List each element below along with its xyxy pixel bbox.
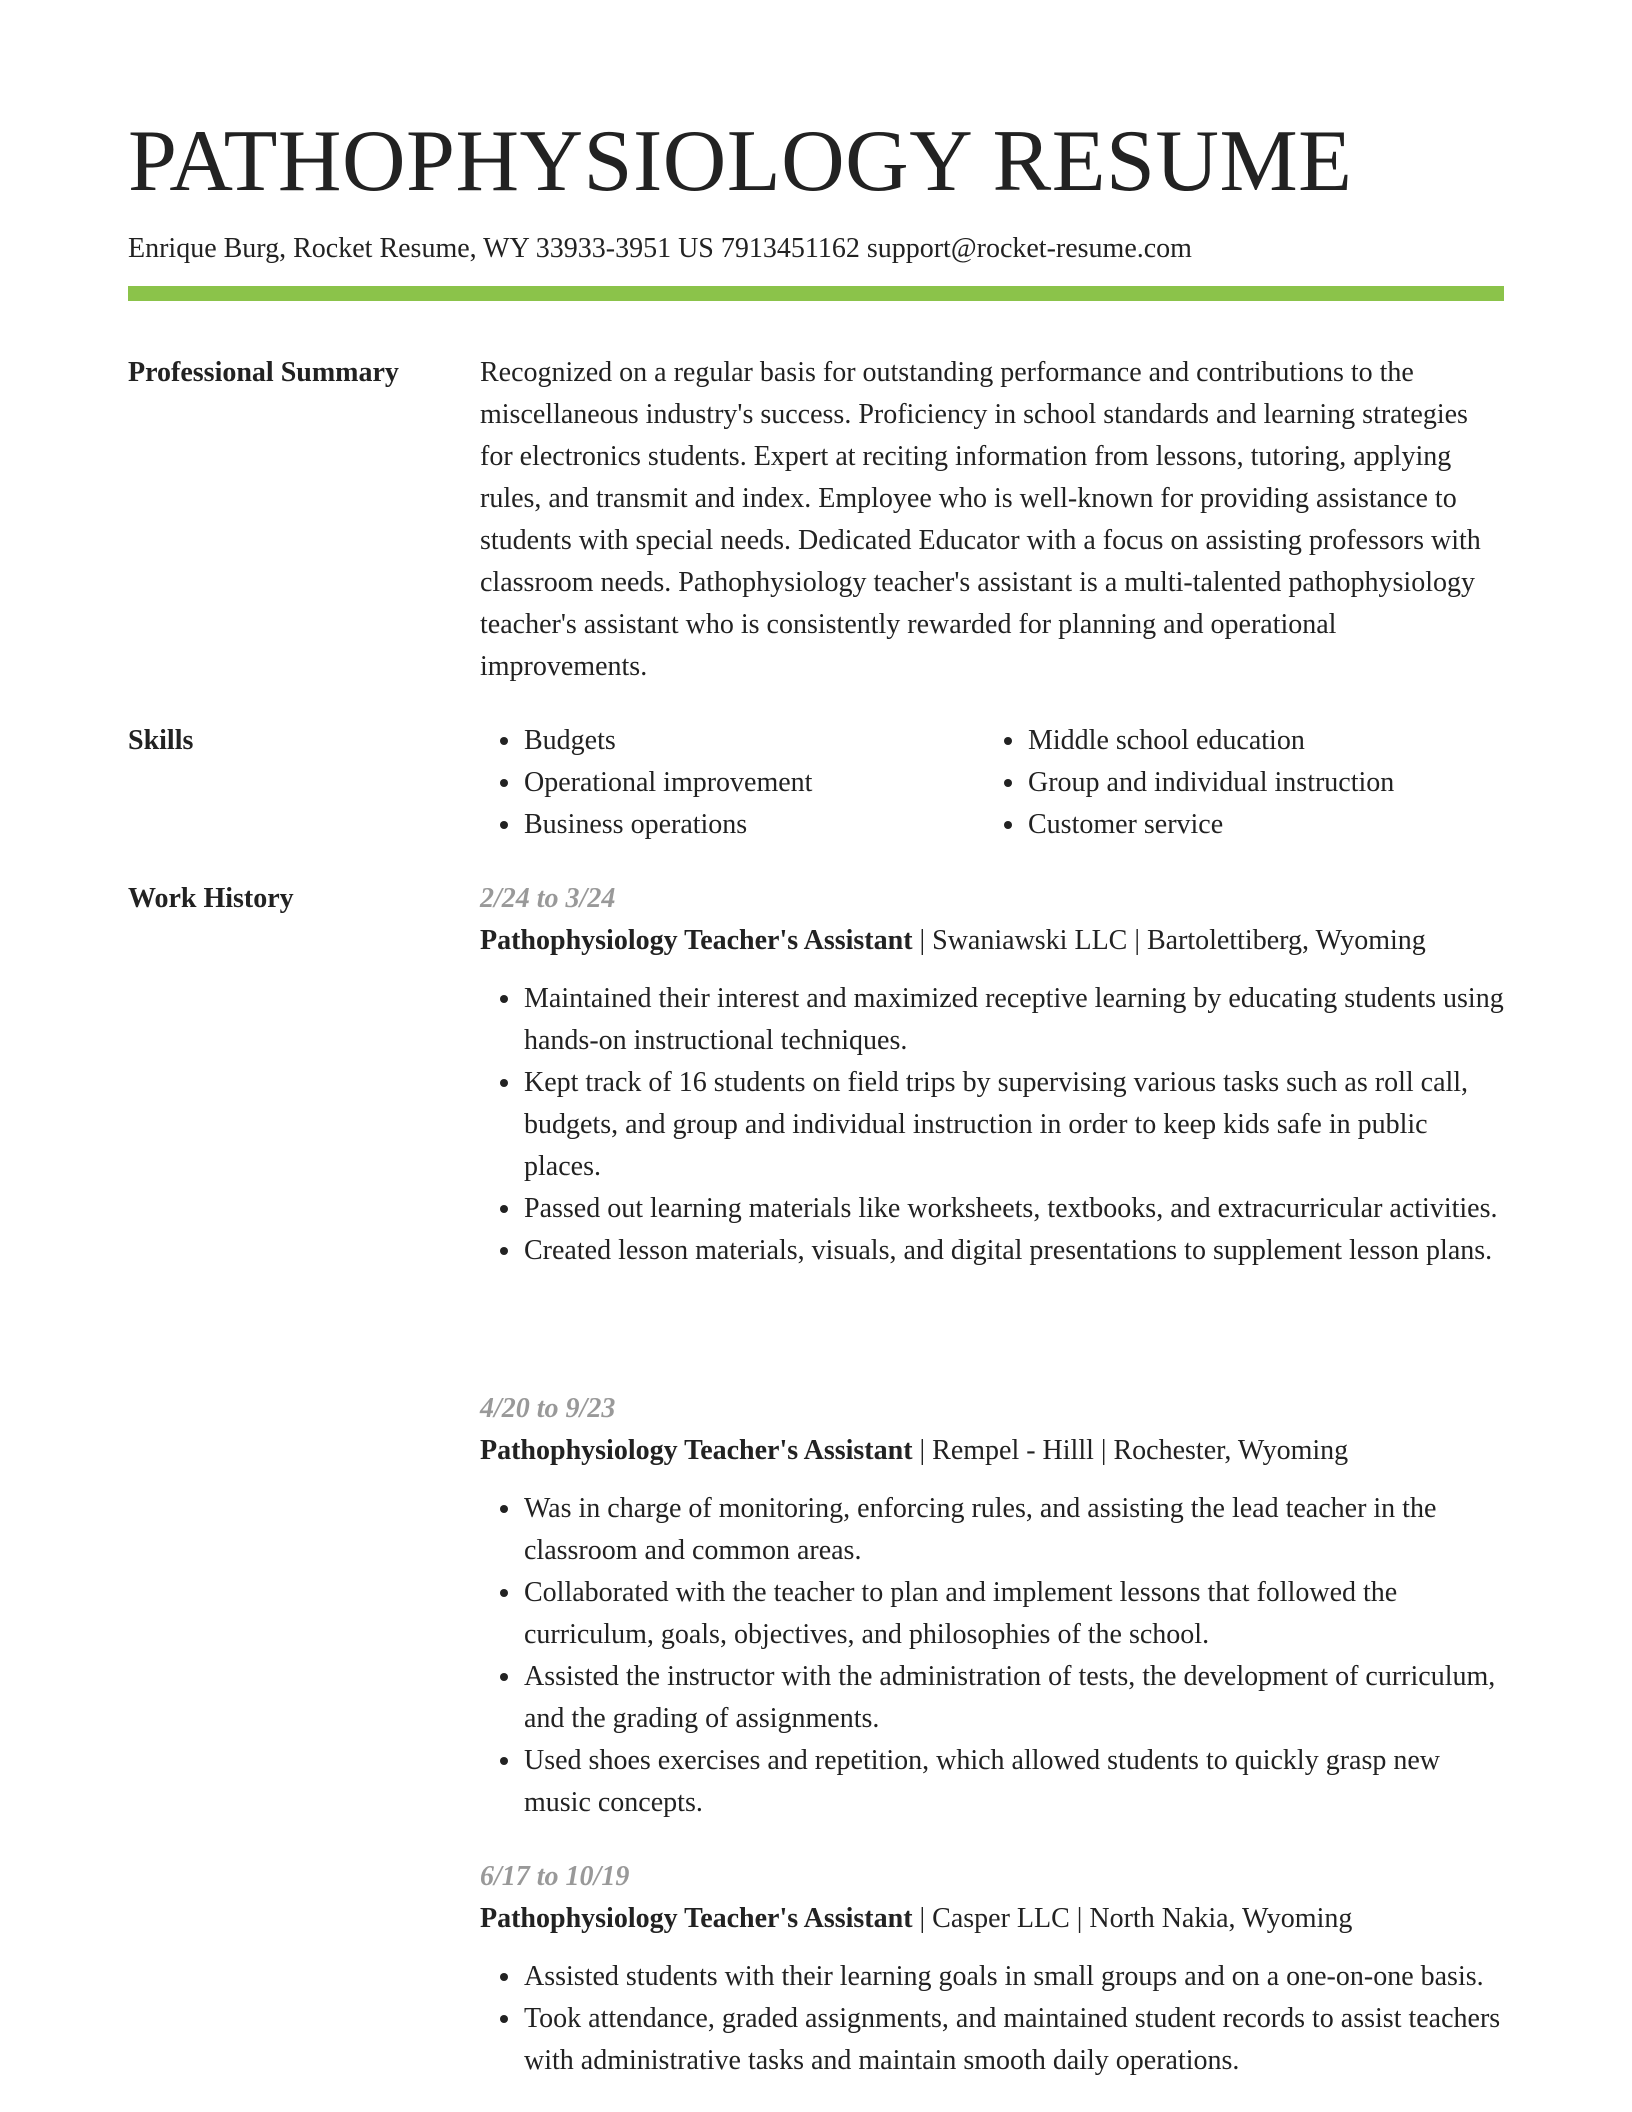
summary-label: Professional Summary (128, 357, 399, 388)
skill-item: Middle school education (1028, 720, 1488, 762)
contact-line: Enrique Burg, Rocket Resume, WY 33933-3951 US 7913451162 support@rocket-resume.com (128, 233, 1192, 264)
job-bullets (480, 978, 1506, 1272)
job-dates: 2/24 to 3/24 (480, 883, 616, 914)
job-title: Pathophysiology Teacher's Assistant (480, 1435, 913, 1466)
job-title: Pathophysiology Teacher's Assistant (480, 1903, 913, 1934)
job-bullet: Maintained their interest and maximized receptive learning by educating students using hands-on instructional techniques. (524, 978, 1506, 1062)
skill-item: Customer service (1028, 804, 1488, 846)
job-bullets (480, 1488, 1506, 1824)
summary-body (480, 352, 1506, 688)
job-bullet: Was in charge of monitoring, enforcing rules, and assisting the lead teacher in the classroom and common areas. (524, 1488, 1506, 1572)
job-bullet: Used shoes exercises and repetition, which allowed students to quickly grasp new music concepts. (524, 1740, 1506, 1824)
skills-label: Skills (128, 725, 194, 756)
skills-column-right (984, 720, 1488, 846)
job-heading (480, 920, 1506, 962)
job-entry (480, 1856, 1506, 2082)
skills-column-left (480, 720, 984, 846)
job-dates: 4/20 to 9/23 (480, 1393, 616, 1424)
job-details: | Rempel - Hilll | Rochester, Wyoming (912, 1435, 1349, 1466)
job-heading (480, 1430, 1506, 1472)
job-bullets (480, 1956, 1506, 2082)
skills-body (480, 720, 1506, 846)
job-entry (480, 878, 1506, 1272)
work-history-label: Work History (128, 883, 294, 914)
resume-title: PATHOPHYSIOLOGY RESUME (128, 113, 1353, 210)
job-bullet: Passed out learning materials like worksheets, textbooks, and extracurricular activities. (524, 1188, 1506, 1230)
job-bullet: Created lesson materials, visuals, and digital presentations to supplement lesson plans. (524, 1230, 1506, 1272)
job-heading (480, 1898, 1506, 1940)
job-bullet: Took attendance, graded assignments, and maintained student records to assist teachers with administrative tasks and maintain smooth daily operations. (524, 1998, 1506, 2082)
job-bullet: Assisted the instructor with the administration of tests, the development of curriculum, and the grading of assignments. (524, 1656, 1506, 1740)
skill-item: Operational improvement (524, 762, 984, 804)
job-bullet: Collaborated with the teacher to plan and implement lessons that followed the curriculum, goals, objectives, and philosophies of the school. (524, 1572, 1506, 1656)
job-bullet: Assisted students with their learning goals in small groups and on a one-on-one basis. (524, 1956, 1506, 1998)
skill-item: Group and individual instruction (1028, 762, 1488, 804)
summary-text: Recognized on a regular basis for outstanding performance and contributions to the miscellaneous industry's success. Proficiency in school standards and learning strategies for electronics students. Expert at reciting information from lessons, tutoring, applying rules, and transmit and index. Employee who is well-known for providing assistance to students with special needs. Dedicated Educator with a focus on assisting professors with classroom needs. Pathophysiology teacher's assistant is a multi-talented pathophysiology teacher's assistant who is consistently rewarded for planning and operational improvements. (480, 357, 1481, 682)
job-bullet: Kept track of 16 students on field trips by supervising various tasks such as roll call, budgets, and group and individual instruction in order to keep kids safe in public places. (524, 1062, 1506, 1188)
skill-item: Business operations (524, 804, 984, 846)
job-details: | Swaniawski LLC | Bartolettiberg, Wyoming (912, 925, 1426, 956)
accent-divider (128, 286, 1504, 301)
job-title: Pathophysiology Teacher's Assistant (480, 925, 913, 956)
job-entry (480, 1388, 1506, 1824)
job-dates: 6/17 to 10/19 (480, 1861, 630, 1892)
job-details: | Casper LLC | North Nakia, Wyoming (912, 1903, 1353, 1934)
skill-item: Budgets (524, 720, 984, 762)
